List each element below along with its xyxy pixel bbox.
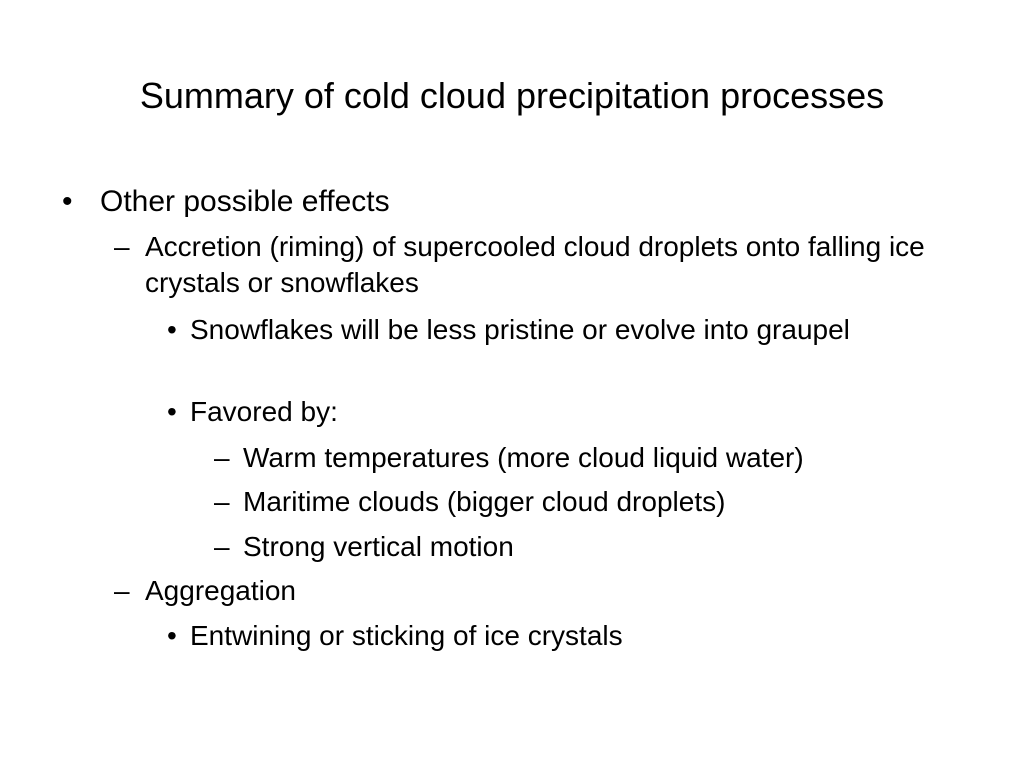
dash-marker: – — [214, 486, 230, 517]
bullet-marker: • — [167, 620, 177, 651]
bullet-text: Aggregation — [145, 575, 297, 606]
bullet-text: Entwining or sticking of ice crystals — [190, 620, 623, 651]
bullet-level3-snowflakes-less-pristine — [167, 312, 890, 348]
bullet-marker: • — [167, 314, 177, 345]
bullet-text: Snowflakes will be less pristine or evolve into graupel — [190, 314, 850, 345]
dash-marker: – — [214, 442, 230, 473]
bullet-level1-other-possible-effects — [62, 183, 960, 221]
bullet-text: Favored by: — [190, 396, 338, 427]
bullet-text: Accretion (riming) of supercooled cloud droplets onto falling ice crystals or snowflakes — [145, 231, 925, 298]
bullet-text: Other possible effects — [100, 185, 390, 218]
bullet-level3-favored-by — [167, 394, 890, 430]
bullet-level3-entwining — [167, 618, 890, 654]
dash-marker: – — [114, 231, 130, 262]
bullet-level2-accretion — [114, 229, 975, 301]
bullet-level4-warm-temperatures — [214, 440, 1003, 476]
bullet-text: Strong vertical motion — [243, 531, 514, 562]
bullet-level2-aggregation — [114, 573, 975, 609]
bullet-text: Maritime clouds (bigger cloud droplets) — [243, 486, 726, 517]
dash-marker: – — [114, 575, 130, 606]
bullet-marker: • — [167, 396, 177, 427]
bullet-level4-strong-vertical-motion — [214, 529, 1003, 565]
dash-marker: – — [214, 531, 230, 562]
bullet-level4-maritime-clouds — [214, 484, 1003, 520]
bullet-text: Warm temperatures (more cloud liquid water) — [243, 442, 804, 473]
bullet-marker: • — [62, 185, 73, 218]
slide-title: Summary of cold cloud precipitation processes — [139, 75, 885, 116]
